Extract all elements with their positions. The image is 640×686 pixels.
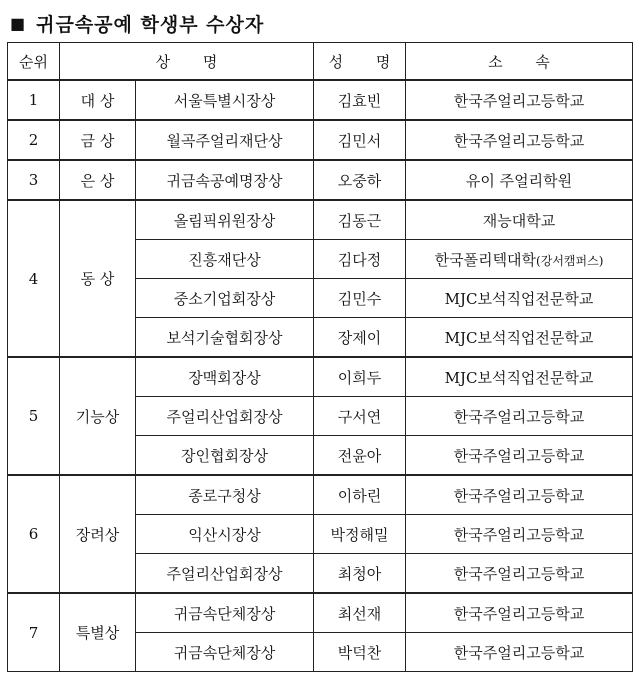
title-text: 귀금속공예 학생부 수상자 [36,13,265,36]
affiliation-text: 한국주얼리고등학교 [453,407,585,426]
affiliation-cell [406,80,633,120]
affiliation-text: MJC보석직업전문학교 [444,328,594,347]
table-row [8,475,633,515]
affiliation-text: MJC보석직업전문학교 [444,289,594,308]
name-cell: 이희두 [314,357,406,397]
affiliation-cell [406,160,633,200]
name-cell: 장제이 [314,318,406,358]
name-cell: 전윤아 [314,436,406,476]
affiliation-cell [406,357,633,397]
award-cell: 귀금속단체장상 [136,633,314,672]
rank-cell: 1 [8,80,60,120]
award-cell: 진흥재단상 [136,240,314,279]
header-name: 성 명 [314,43,406,81]
grade-cell: 금 상 [60,120,136,160]
grade-cell: 동 상 [60,200,136,357]
rank-cell: 6 [8,475,60,593]
award-cell: 장인협회장상 [136,436,314,476]
rank-cell: 4 [8,200,60,357]
name-cell: 박정해밀 [314,515,406,554]
awards-table [7,42,633,672]
affiliation-cell [406,318,633,358]
name-cell: 박덕찬 [314,633,406,672]
affiliation-text: 한국주얼리고등학교 [453,525,585,544]
name-cell: 구서연 [314,397,406,436]
award-cell: 주얼리산업회장상 [136,554,314,594]
affiliation-text: 한국주얼리고등학교 [453,486,585,505]
table-row [8,120,633,160]
award-cell: 보석기술협회장상 [136,318,314,358]
affiliation-text: MJC보석직업전문학교 [444,368,594,387]
affiliation-cell [406,397,633,436]
table-body [8,80,633,672]
name-cell: 오중하 [314,160,406,200]
affiliation-text: 한국주얼리고등학교 [453,91,585,110]
award-cell: 서울특별시장상 [136,80,314,120]
grade-cell: 대 상 [60,80,136,120]
affiliation-text: 한국주얼리고등학교 [453,604,585,623]
rank-cell: 5 [8,357,60,475]
table-header-row [8,43,633,81]
name-cell: 김동근 [314,200,406,240]
square-bullet-icon: ■ [10,13,27,33]
affiliation-cell [406,554,633,594]
affiliation-text: 한국주얼리고등학교 [453,564,585,583]
rank-cell: 3 [8,160,60,200]
affiliation-cell [406,436,633,476]
award-cell: 익산시장상 [136,515,314,554]
name-cell: 김다정 [314,240,406,279]
name-cell: 김민수 [314,279,406,318]
award-cell: 종로구청상 [136,475,314,515]
header-award: 상 명 [60,43,314,81]
affiliation-text: 재능대학교 [482,211,556,230]
table-row [8,357,633,397]
affiliation-cell [406,279,633,318]
affiliation-text: 한국주얼리고등학교 [453,131,585,150]
affiliation-note: (강서캠퍼스) [536,253,604,268]
award-cell: 귀금속단체장상 [136,593,314,633]
award-cell: 중소기업회장상 [136,279,314,318]
affiliation-text: 유이 주얼리학원 [465,171,573,190]
affiliation-cell [406,240,633,279]
affiliation-text: 한국주얼리고등학교 [453,643,585,662]
grade-cell: 기능상 [60,357,136,475]
table-row [8,200,633,240]
affiliation-cell [406,515,633,554]
table-row [8,593,633,633]
name-cell: 김효빈 [314,80,406,120]
name-cell: 이하린 [314,475,406,515]
award-cell: 올림픽위원장상 [136,200,314,240]
affiliation-cell [406,633,633,672]
name-cell: 김민서 [314,120,406,160]
grade-cell: 장려상 [60,475,136,593]
award-cell: 장맥회장상 [136,357,314,397]
document-title [10,8,264,38]
affiliation-cell [406,120,633,160]
award-cell: 주얼리산업회장상 [136,397,314,436]
award-cell: 월곡주얼리재단상 [136,120,314,160]
affiliation-cell [406,475,633,515]
rank-cell: 2 [8,120,60,160]
grade-cell: 은 상 [60,160,136,200]
affiliation-cell [406,593,633,633]
affiliation-text: 한국주얼리고등학교 [453,446,585,465]
table-row [8,80,633,120]
rank-cell: 7 [8,593,60,672]
award-cell: 귀금속공예명장상 [136,160,314,200]
name-cell: 최청아 [314,554,406,594]
table-row [8,160,633,200]
grade-cell: 특별상 [60,593,136,672]
header-affiliation: 소 속 [406,43,633,81]
affiliation-text: 한국폴리텍대학 [434,250,537,269]
name-cell: 최선재 [314,593,406,633]
affiliation-cell [406,200,633,240]
header-rank: 순위 [8,43,60,81]
